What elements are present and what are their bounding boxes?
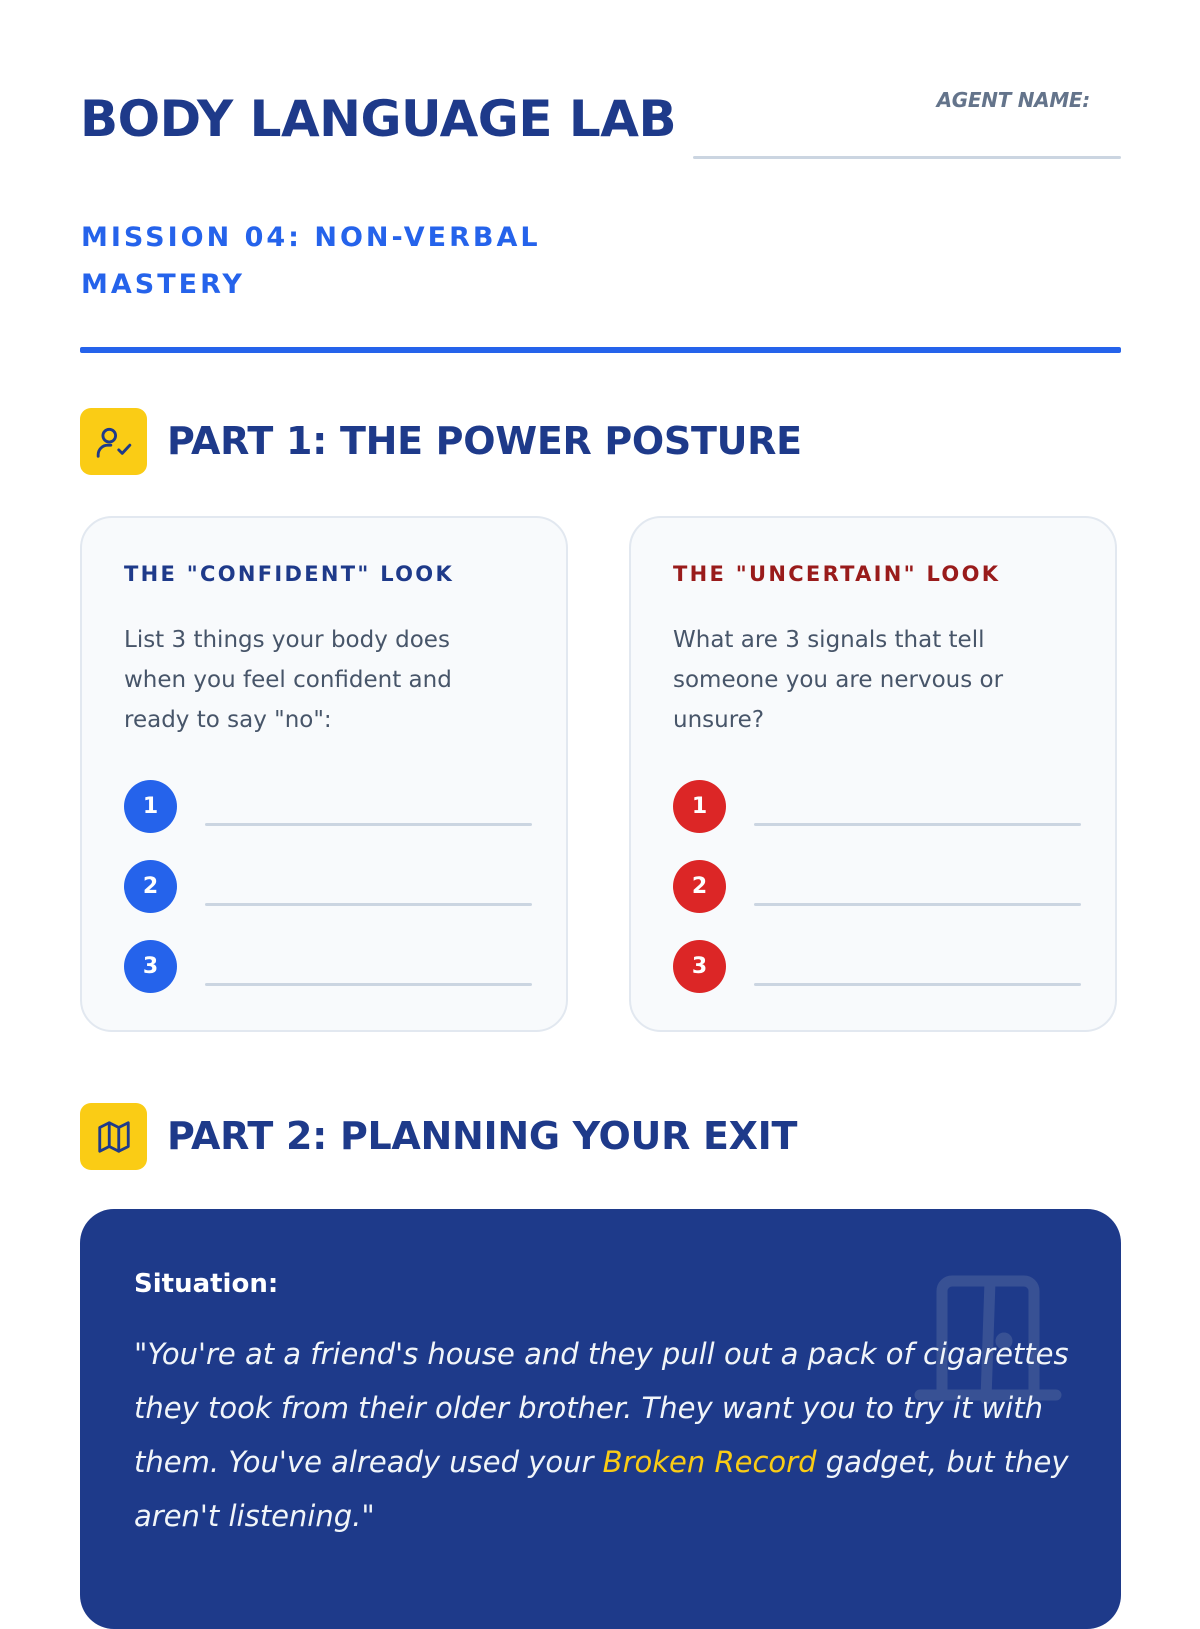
answer-line[interactable] [754,903,1081,906]
situation-label: Situation: [134,1269,279,1299]
header-divider [80,347,1121,353]
situation-text-end: gadget, but they aren't listening." [134,1445,1069,1533]
uncertain-card-title: THE "UNCERTAIN" LOOK [673,562,1001,586]
agent-name-label: AGENT NAME: [936,88,1090,112]
situation-box [80,1209,1121,1629]
uncertain-card-prompt: What are 3 signals that tell someone you are nervous or unsure? [673,627,1004,733]
answer-line[interactable] [754,823,1081,826]
uncertain-look-card [629,516,1117,1032]
part2-title: PART 2: PLANNING YOUR EXIT [167,1114,798,1158]
number-badge: 1 [124,780,177,833]
number-badge: 1 [673,780,726,833]
answer-line[interactable] [205,983,532,986]
situation-text-start: "You're at a friend's house and they pull out a pack of cigarettes they took from their older brother. They want you to try it with them. You've already used your [134,1337,1069,1479]
user-check-icon [80,408,147,475]
situation-text [134,1327,1084,1543]
confident-card-prompt: List 3 things your body does when you feel confident and ready to say "no": [124,627,452,733]
number-badge: 3 [124,940,177,993]
map-icon [80,1103,147,1170]
agent-name-field[interactable] [693,156,1121,159]
number-badge: 2 [673,860,726,913]
answer-line[interactable] [205,823,532,826]
answer-line[interactable] [205,903,532,906]
number-badge: 3 [673,940,726,993]
confident-card-title: THE "CONFIDENT" LOOK [124,562,455,586]
page-subtitle: MISSION 04: NON-VERBAL MASTERY [81,222,541,300]
confident-look-card [80,516,568,1032]
answer-line[interactable] [754,983,1081,986]
part1-title: PART 1: THE POWER POSTURE [167,419,802,463]
broken-record-highlight: Broken Record [602,1445,817,1479]
number-badge: 2 [124,860,177,913]
page-title: BODY LANGUAGE LAB [80,90,677,148]
